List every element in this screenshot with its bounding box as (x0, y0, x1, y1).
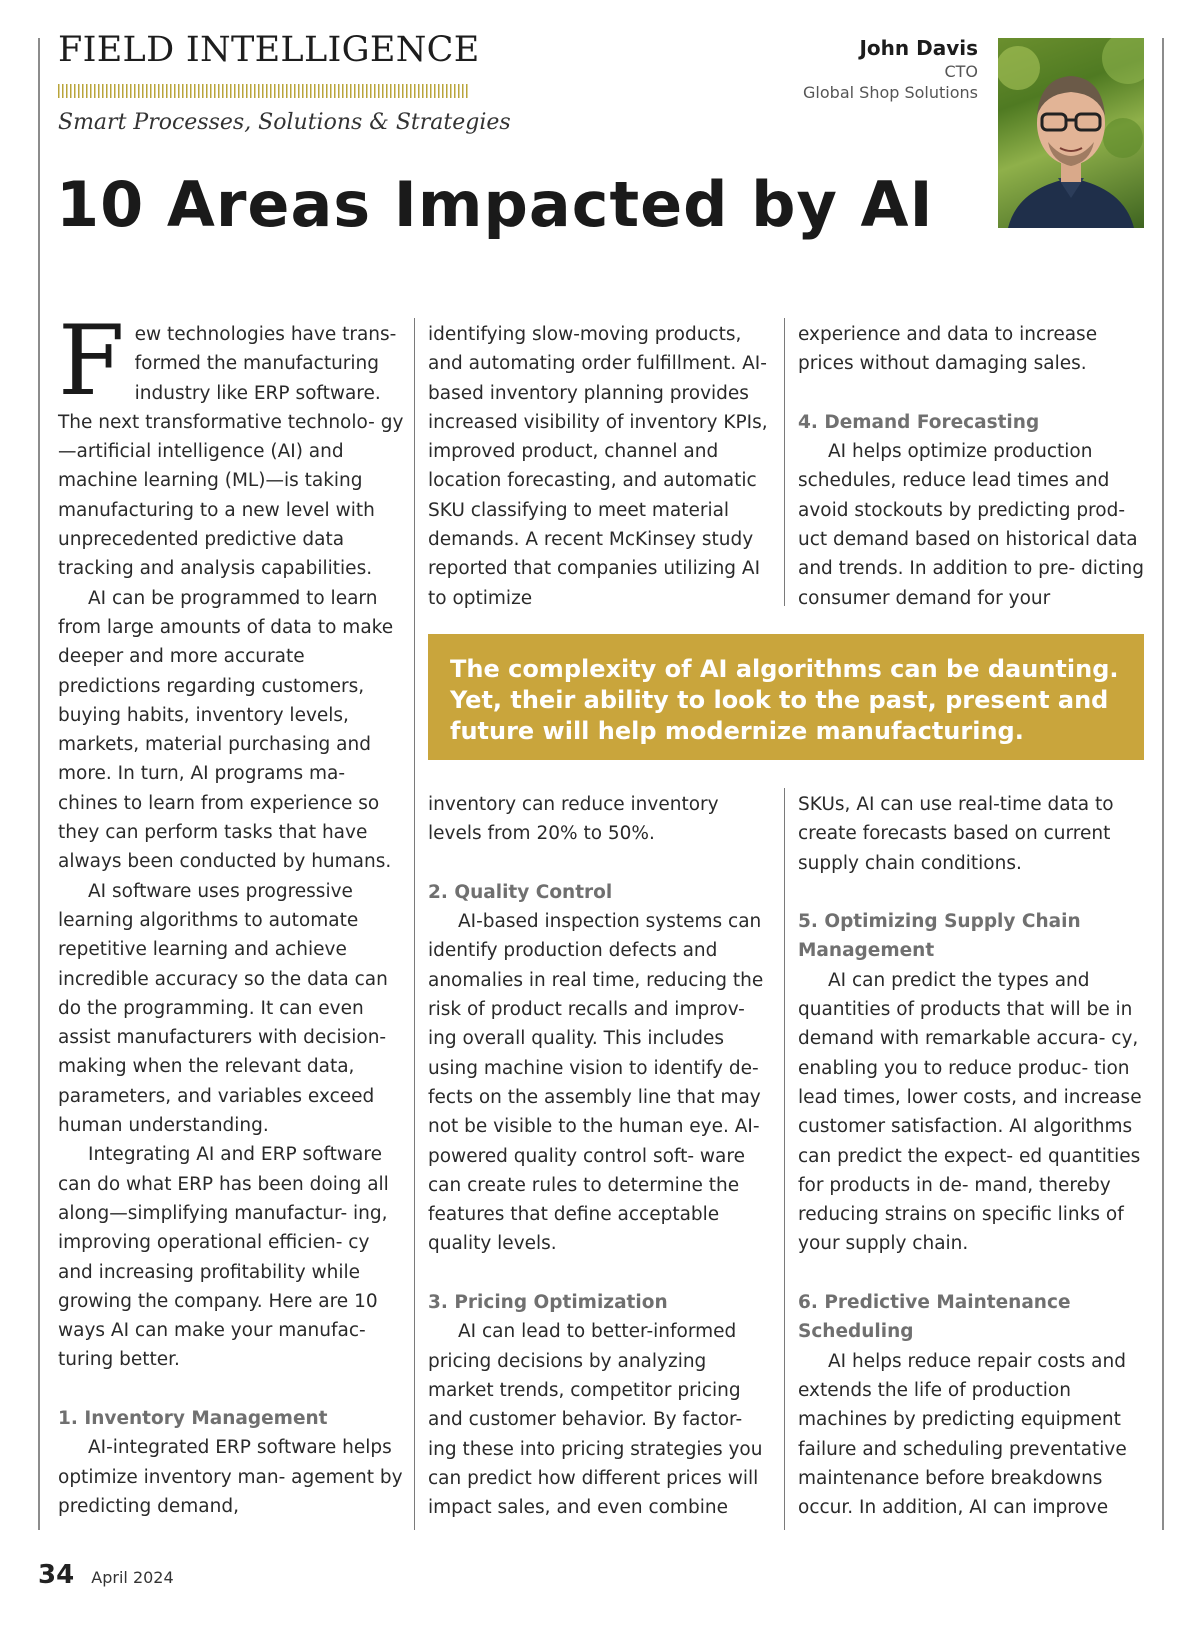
article-column-2-lower (428, 790, 776, 1522)
author-company: Global Shop Solutions (803, 83, 978, 102)
pull-quote-text: The complexity of AI algorithms can be daunting. Yet, their ability to look to the past, present and future will help modernize manufacturing. (450, 655, 1119, 745)
section-heading: 4. Demand Forecasting (798, 411, 1040, 433)
body-paragraph: AI-based inspection systems can identify production defects and anomalies in real time, reducing the risk of product recalls and improv- ing overall quality. This includes using machine vision to identify de- fects on the assembly line that may not be visible to the human eye. AI-powered quality control soft- ware can create rules to determine the features that define acceptable quality levels. (428, 911, 764, 1255)
column-divider (784, 318, 785, 606)
intro-paragraph (58, 305, 404, 584)
author-role: CTO (944, 62, 978, 81)
author-portrait-illustration (998, 38, 1144, 228)
column-divider (414, 318, 415, 1530)
author-name: John Davis (859, 36, 978, 60)
pull-quote (428, 634, 1144, 760)
column-tagline: Smart Processes, Solutions & Strategies (58, 110, 511, 135)
page-number: 34 (38, 1560, 75, 1590)
body-paragraph: inventory can reduce inventory levels from 20% to 50%. (428, 794, 719, 845)
body-paragraph: AI can be programmed to learn from large amounts of data to make deeper and more accurate predictions regarding customers, buying habits, inventory levels, markets, material purchasing and more. In turn, AI programs ma- chines to learn from experience so they can perform tasks that have always been conducted by humans. (58, 587, 394, 873)
article-column-3-upper (798, 320, 1144, 613)
body-paragraph: experience and data to increase prices without damaging sales. (798, 324, 1098, 375)
section-heading: 2. Quality Control (428, 881, 613, 903)
intro-text: ew technologies have trans- formed the manufacturing industry like ERP software. The next transformative technolo- gy—artificial intelligence (AI) and machine learning (ML)—is taking manufacturing to a new level with unprecedented predictive data tracking and analysis capabilities. (58, 324, 404, 580)
body-paragraph: AI helps reduce repair costs and extends the life of production machines by predicting equipment failure and scheduling preventative maintenance before breakdowns occur. In addition, AI can improve (798, 1350, 1127, 1519)
page-rule-right (1162, 38, 1164, 1530)
article-column-3-lower (798, 790, 1144, 1522)
author-photo (998, 38, 1144, 228)
article-column-2-upper (428, 320, 776, 613)
article-column-1 (58, 305, 404, 1521)
body-paragraph: AI can predict the types and quantities of products that will be in demand with remarkable accura- cy, enabling you to reduce produc- tion lead times, lower costs, and increase customer satisfaction. AI algorithms can predict the expect- ed quantities for products in de- mand, thereby reducing strains on specific links of your supply chain. (798, 969, 1142, 1255)
body-paragraph: identifying slow-moving products, and automating order fulfillment. AI-based inventory planning provides increased visibility of inventory KPIs, improved product, channel and location forecasting, and automatic SKU classifying to meet material demands. A recent McKinsey study reported that companies utilizing AI to optimize (428, 324, 768, 609)
section-heading: 3. Pricing Optimization (428, 1292, 668, 1314)
body-paragraph: SKUs, AI can use real-time data to create forecasts based on current supply chain conditions. (798, 794, 1114, 874)
section-heading: 1. Inventory Management (58, 1407, 328, 1429)
section-heading: 6. Predictive Maintenance Scheduling (798, 1292, 1071, 1343)
author-byline (803, 36, 978, 102)
article-headline: 10 Areas Impacted by AI (56, 168, 934, 241)
decorative-hatch-rule (58, 84, 470, 98)
body-paragraph: AI-integrated ERP software helps optimize inventory man- agement by predicting demand, (58, 1437, 403, 1517)
section-heading: 5. Optimizing Supply Chain Management (798, 911, 1081, 962)
drop-cap: F (58, 305, 125, 417)
page-rule-left (38, 38, 40, 1530)
masthead (58, 30, 511, 135)
issue-date: April 2024 (91, 1568, 174, 1587)
column-divider (784, 788, 785, 1530)
column-brand: FIELD INTELLIGENCE (58, 30, 480, 70)
body-paragraph: AI software uses progressive learning algorithms to automate repetitive learning and achieve incredible accuracy so the data can do the programming. It can even assist manufacturers with decision-making when the relevant data, parameters, and variables exceed human understanding. (58, 880, 388, 1137)
body-paragraph: AI helps optimize production schedules, reduce lead times and avoid stockouts by predicting prod- uct demand based on historical data and trends. In addition to pre- dicting consumer demand for your (798, 441, 1144, 609)
body-paragraph: Integrating AI and ERP software can do what ERP has been doing all along—simplifying manufactur- ing, improving operational efficien- cy and increasing profitability while growing the company. Here are 10 ways AI can make your manufac- turing better. (58, 1144, 389, 1371)
page-folio (38, 1560, 174, 1590)
body-paragraph: AI can lead to better-informed pricing decisions by analyzing market trends, competitor pricing and customer behavior. By factor- ing these into pricing strategies you can predict how different prices will impact sales, and even combine (428, 1321, 763, 1519)
